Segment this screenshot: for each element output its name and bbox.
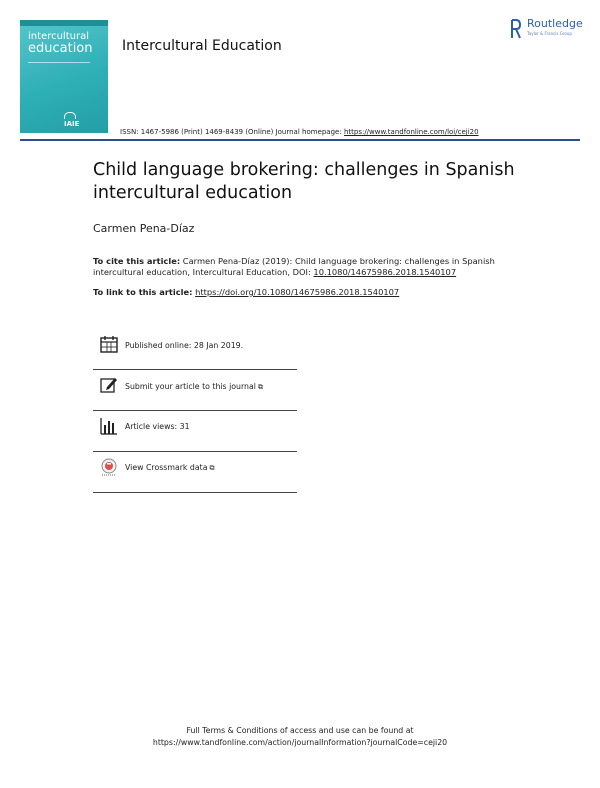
issn-line	[120, 128, 479, 136]
cover-arch-mark	[64, 112, 76, 119]
link-label: To link to this article:	[93, 287, 193, 297]
article-link-block	[93, 287, 399, 297]
crossmark-link[interactable]	[125, 463, 215, 473]
doi-link[interactable]: 10.1080/14675986.2018.1540107	[313, 267, 457, 277]
cite-text: Carmen Pena-Díaz (2019): Child language brokering: challenges in Spanish intercultural education, Intercultural Education, DOI:	[93, 256, 495, 277]
header-divider	[20, 139, 580, 141]
journal-cover-image	[20, 20, 108, 133]
pencil-edit-icon	[100, 376, 118, 394]
external-link-icon: ⧉	[257, 383, 263, 391]
crossmark-label: View Crossmark data	[125, 463, 208, 472]
citation-block	[93, 256, 513, 278]
cover-logo-text: IAIE	[64, 120, 80, 128]
cover-title	[28, 32, 93, 55]
article-views: Article views: 31	[125, 422, 190, 431]
crossmark-row[interactable]	[93, 456, 297, 493]
cover-title-line1: intercultural	[28, 31, 89, 42]
journal-homepage-link[interactable]: https://www.tandfonline.com/loi/ceji20	[343, 128, 479, 136]
bar-chart-icon	[100, 417, 118, 435]
crossmark-icon	[100, 458, 118, 476]
cover-top-band	[20, 20, 108, 26]
journal-title[interactable]: Intercultural Education	[122, 38, 282, 54]
submit-label: Submit your article to this journal	[125, 382, 256, 391]
article-title: Child language brokering: challenges in Spanish intercultural education	[93, 160, 515, 203]
footer	[0, 725, 600, 749]
published-date: Published online: 28 Jan 2019.	[125, 341, 244, 350]
published-row	[93, 333, 297, 370]
issn-text: ISSN: 1467-5986 (Print) 1469-8439 (Online) Journal homepage:	[120, 128, 342, 136]
submit-article-link[interactable]	[125, 382, 263, 392]
cover-divider	[28, 62, 90, 63]
cover-title-line2: education	[28, 41, 93, 56]
routledge-r-icon	[511, 18, 521, 40]
terms-url-link[interactable]: https://www.tandfonline.com/action/journalInformation?journalCode=ceji20	[152, 738, 448, 747]
views-row	[93, 415, 297, 452]
publisher-tagline: Taylor & Francis Group	[527, 31, 572, 36]
external-link-icon: ⧉	[209, 464, 215, 472]
publisher-name: Routledge	[527, 17, 583, 30]
calendar-icon	[100, 335, 118, 353]
article-author: Carmen Pena-Díaz	[93, 222, 195, 235]
terms-text: Full Terms & Conditions of access and use can be found at	[186, 726, 414, 735]
article-url-link[interactable]: https://doi.org/10.1080/14675986.2018.1540107	[195, 287, 400, 297]
submit-row[interactable]	[93, 374, 297, 411]
cite-label: To cite this article:	[93, 256, 181, 266]
